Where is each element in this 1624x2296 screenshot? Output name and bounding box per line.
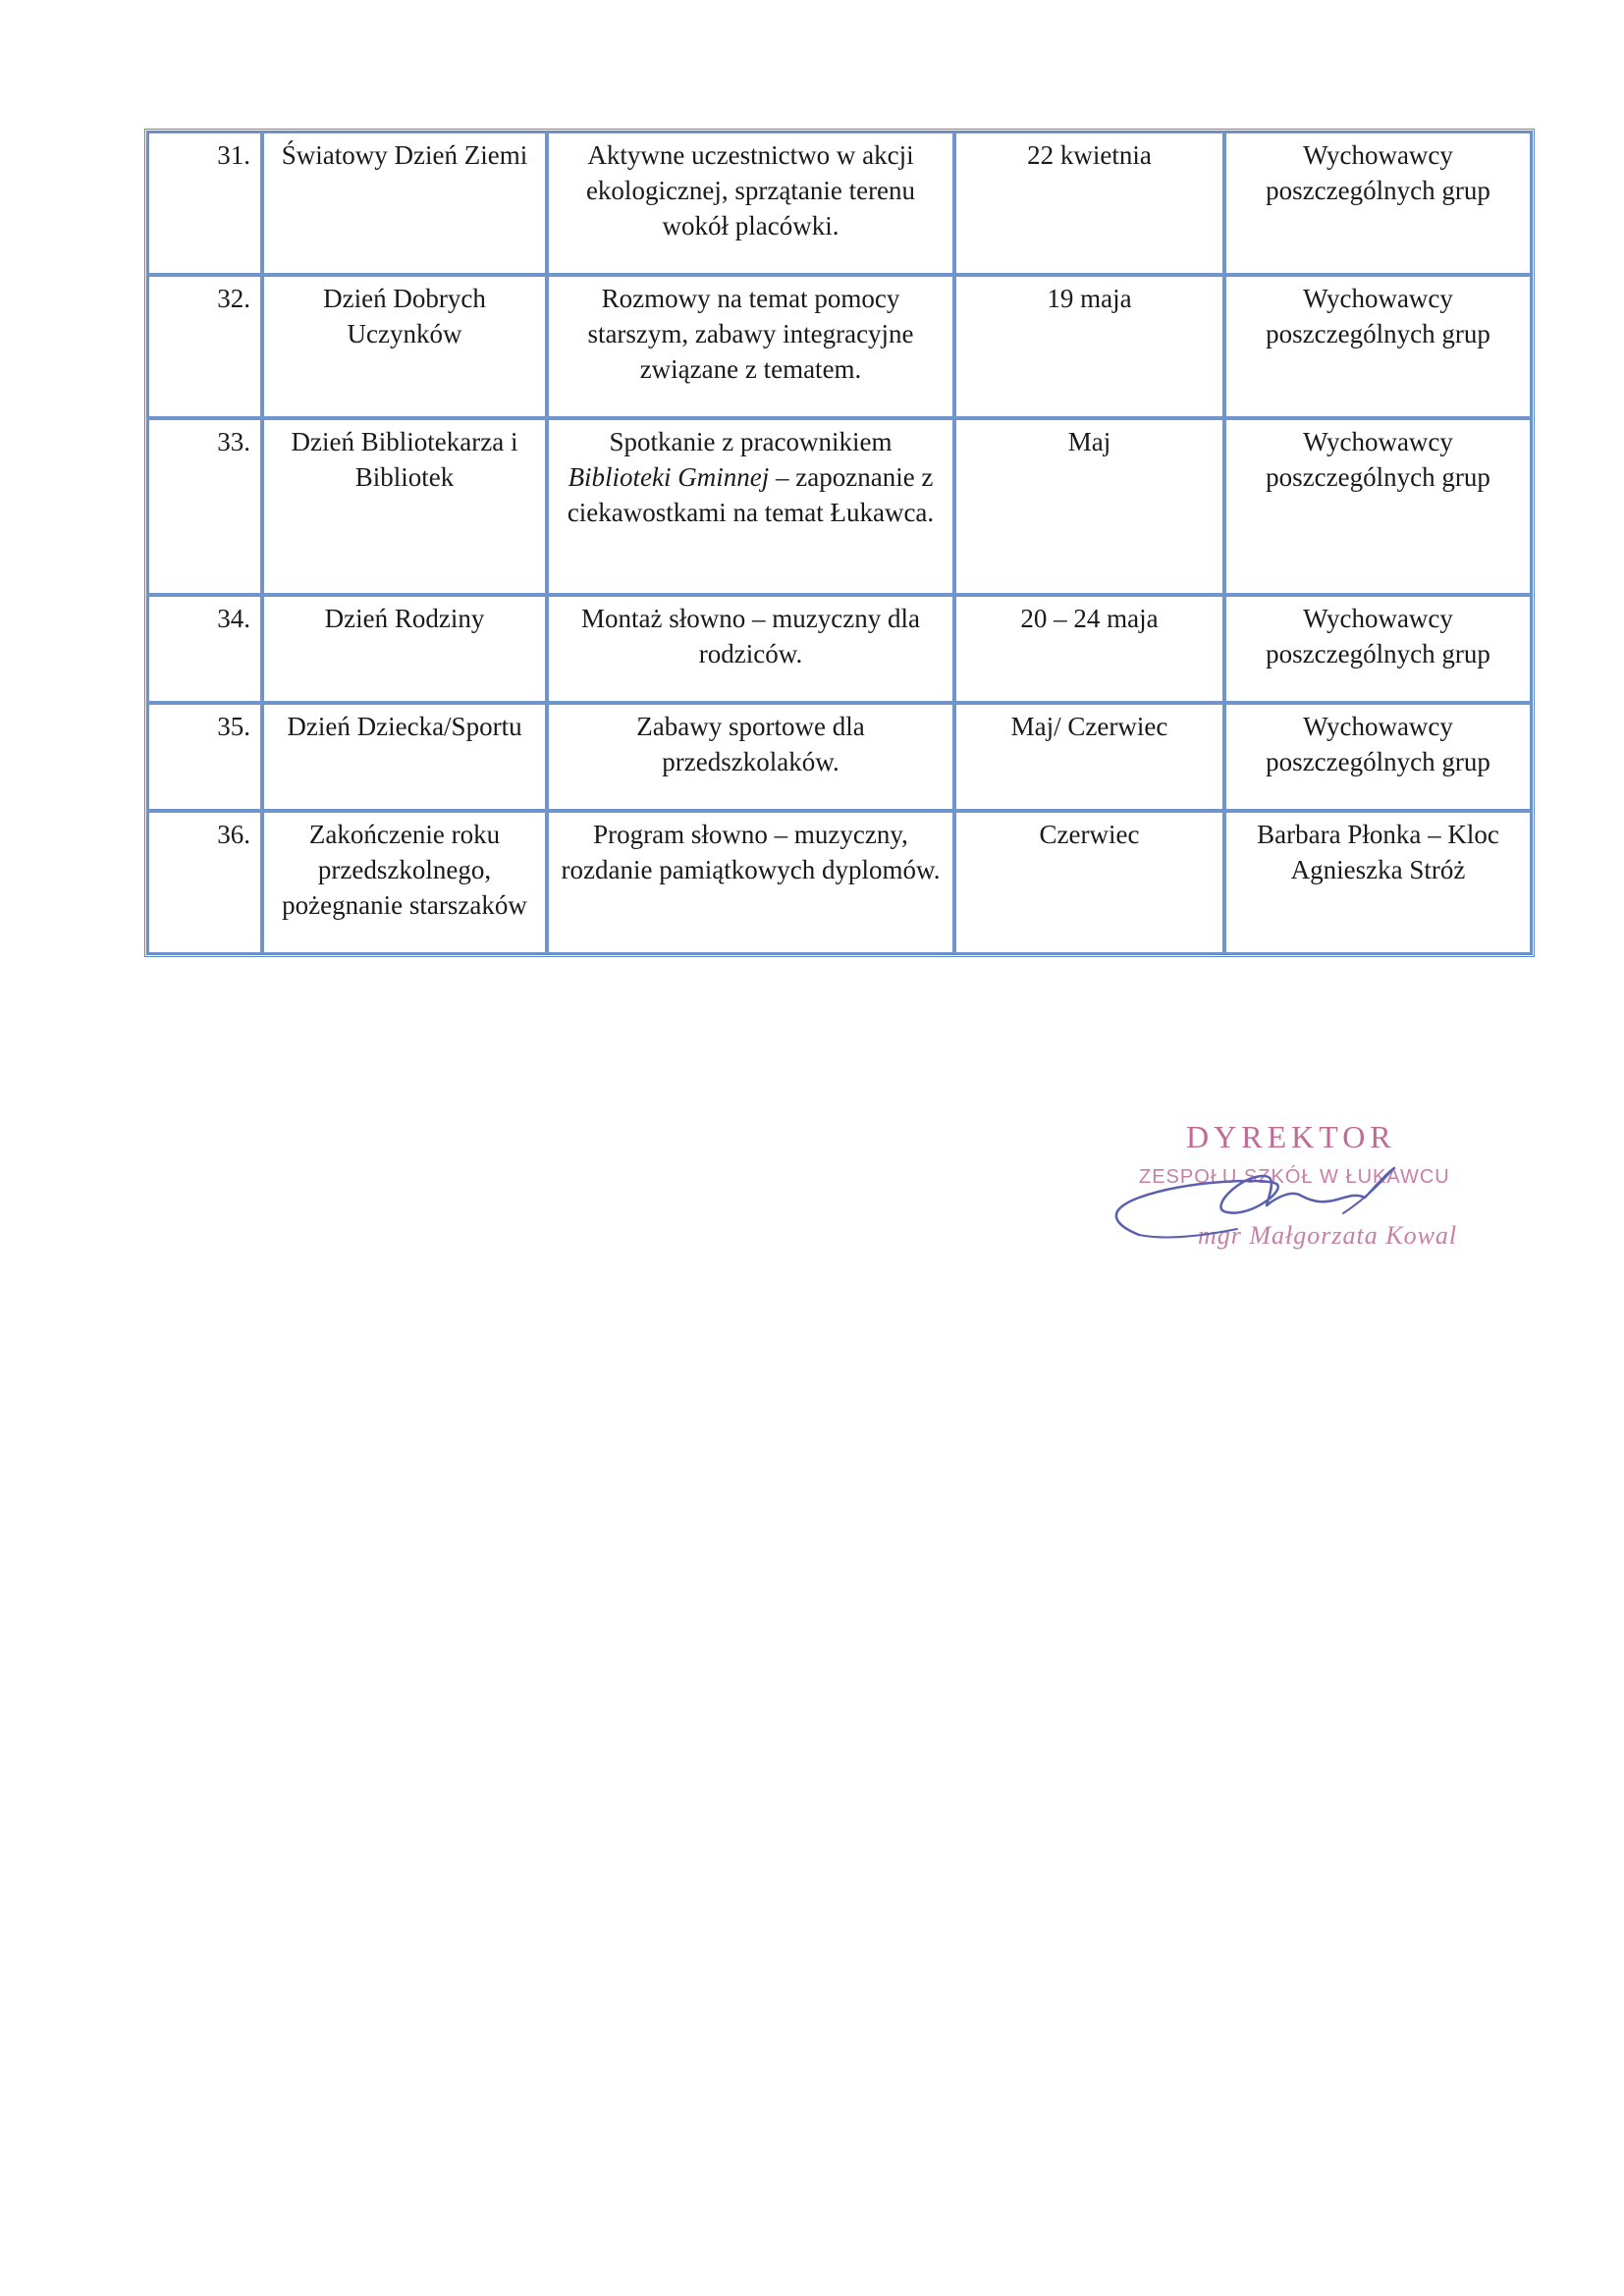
event-date: Maj [954,418,1224,595]
event-name: Dzień Rodziny [262,595,547,703]
event-date: 19 maja [954,275,1224,418]
events-table [144,129,1535,957]
event-name: Światowy Dzień Ziemi [262,132,547,275]
row-number: 31. [147,132,262,275]
stamp-title: DYREKTOR [1186,1119,1396,1154]
event-responsible: Wychowawcy poszczególnych grup [1224,595,1532,703]
table-row [147,703,1532,811]
event-name: Dzień Dziecka/Sportu [262,703,547,811]
table-row [147,811,1532,954]
event-description-part2: – zapoznanie z ciekawostkami na temat Łukawca. [567,462,935,527]
event-date: Maj/ Czerwiec [954,703,1224,811]
event-description: Montaż słowno – muzyczny dla rodziców. [547,595,954,703]
event-description-italic: Biblioteki Gminnej [568,462,770,492]
director-stamp [1080,1119,1473,1276]
stamp-organization: ZESPOŁU SZKÓŁ W ŁUKAWCU [1139,1166,1450,1188]
event-description [547,418,954,595]
row-number: 33. [147,418,262,595]
event-description-part1: Spotkanie z pracownikiem [609,427,893,456]
event-responsible: Wychowawcy poszczególnych grup [1224,275,1532,418]
event-date: 20 – 24 maja [954,595,1224,703]
event-description: Zabawy sportowe dla przedszkolaków. [547,703,954,811]
event-description: Rozmowy na temat pomocy starszym, zabawy integracyjne związane z tematem. [547,275,954,418]
table-row [147,418,1532,595]
table-row [147,132,1532,275]
event-responsible: Barbara Płonka – Kloc Agnieszka Stróż [1224,811,1532,954]
event-date: Czerwiec [954,811,1224,954]
stamp-name: mgr Małgorzata Kowal [1198,1221,1458,1250]
event-name: Dzień Bibliotekarza i Bibliotek [262,418,547,595]
event-name: Zakończenie roku przedszkolnego, pożegnanie starszaków [262,811,547,954]
event-responsible: Wychowawcy poszczególnych grup [1224,703,1532,811]
row-number: 32. [147,275,262,418]
event-description: Aktywne uczestnictwo w akcji ekologicznej, sprzątanie terenu wokół placówki. [547,132,954,275]
event-name: Dzień Dobrych Uczynków [262,275,547,418]
event-responsible: Wychowawcy poszczególnych grup [1224,132,1532,275]
event-description: Program słowno – muzyczny, rozdanie pamiątkowych dyplomów. [547,811,954,954]
table-row [147,595,1532,703]
event-date: 22 kwietnia [954,132,1224,275]
row-number: 34. [147,595,262,703]
row-number: 35. [147,703,262,811]
row-number: 36. [147,811,262,954]
event-responsible: Wychowawcy poszczególnych grup [1224,418,1532,595]
table-row [147,275,1532,418]
